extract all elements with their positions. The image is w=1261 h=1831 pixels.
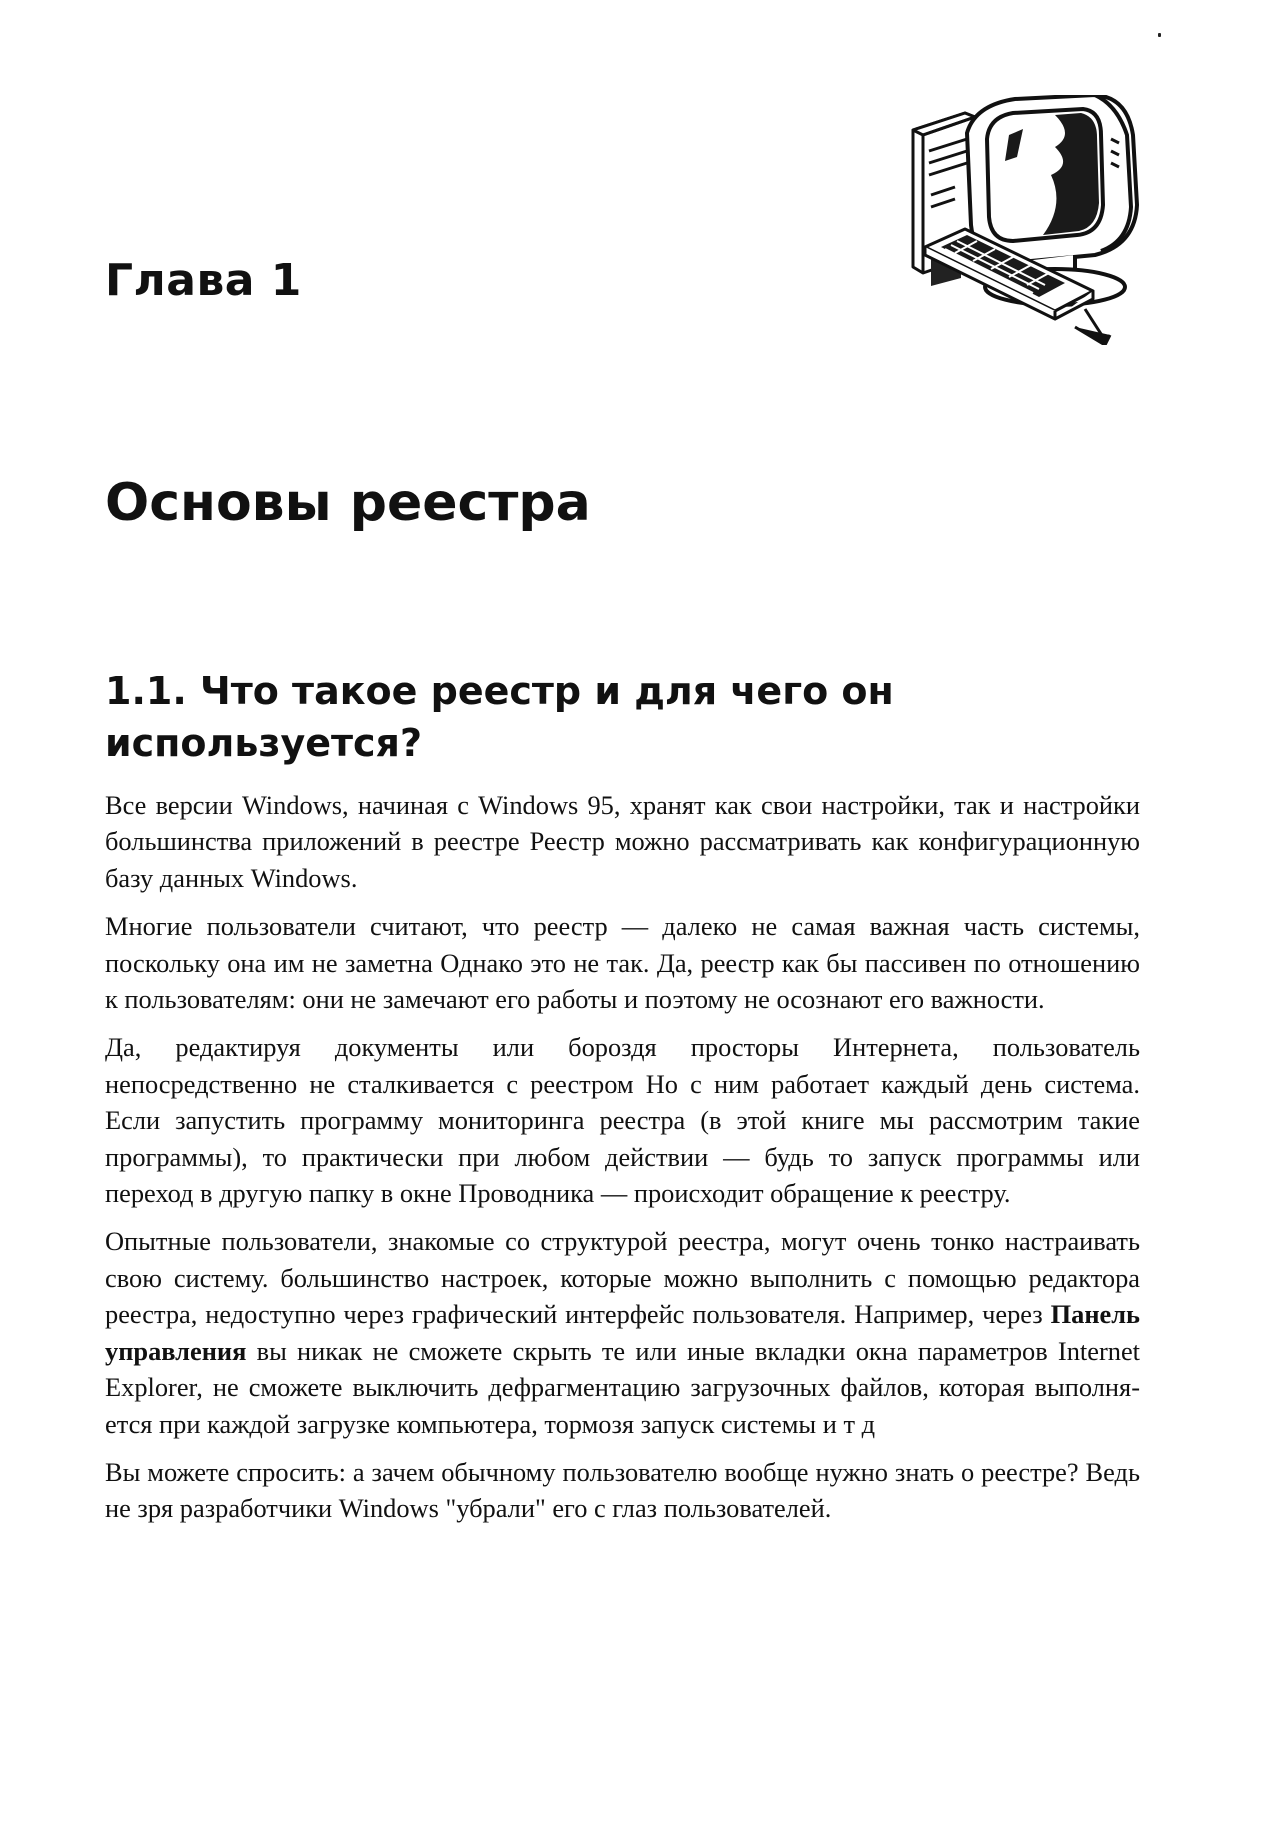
scan-speck xyxy=(1158,33,1161,37)
paragraph-2: Многие пользователи считают, что реестр — далеко не самая важная часть системы, поскольку она им не заметна Однако это не так. Да, реестр как бы пассивен по отношению к пользователям: они не замечают его работы и поэтому не осознают его важности. xyxy=(105,911,1140,1015)
control-panel-term: Панель управления xyxy=(105,1299,1140,1366)
computer-icon xyxy=(905,95,1150,345)
section-title: 1.1. Что такое реестр и для чего он используется? xyxy=(105,669,894,765)
paragraph-3: Да, редактируя документы или бороздя просторы Интернета, пользователь непосредственно не сталкивается с реестром Но с ним работает каждый день система. Если запустить программу мониторинга реестра (в этой книге мы рассмотрим такие программы), то практически при любом действии — будь то запуск программы или переход в другую папку в окне Проводника — происходит обращение к реестру. xyxy=(105,1032,1140,1209)
paragraph-4-start: Опытные пользователи, знакомые со структурой реестра, могут очень тонко настраивать свою систему. большинство настроек, которые можно выполнить с помощью редактора реестра, недоступно через графический интерфейс пользователя. Например, через xyxy=(105,1226,1140,1330)
paragraph-4-end: вы никак не сможете скрыть те или иные вкладки окна параметров Internet Explorer, не сможете выключить дефрагментацию загрузочных файлов, которая выполняется при каждой загрузке компьютера, тормозя запуск системы и т д xyxy=(105,1335,1140,1439)
paragraph-4 xyxy=(105,1223,1140,1441)
paragraph-1: Все версии Windows, начиная с Windows 95, хранят как свои настройки, так и настройки большинства приложений в реестре Реестр можно рассматривать как конфигурационную базу данных Windows. xyxy=(105,790,1140,893)
chapter-label: Глава 1 xyxy=(105,255,302,306)
paragraph-5: Вы можете спросить: а зачем обычному пользователю вообще нужно знать о реестре? Ведь не зря разработчики Windows "убрали" его с глаз пользователей. xyxy=(105,1456,1140,1524)
chapter-title: Основы реестра xyxy=(105,473,591,533)
body-text xyxy=(105,787,1140,1539)
